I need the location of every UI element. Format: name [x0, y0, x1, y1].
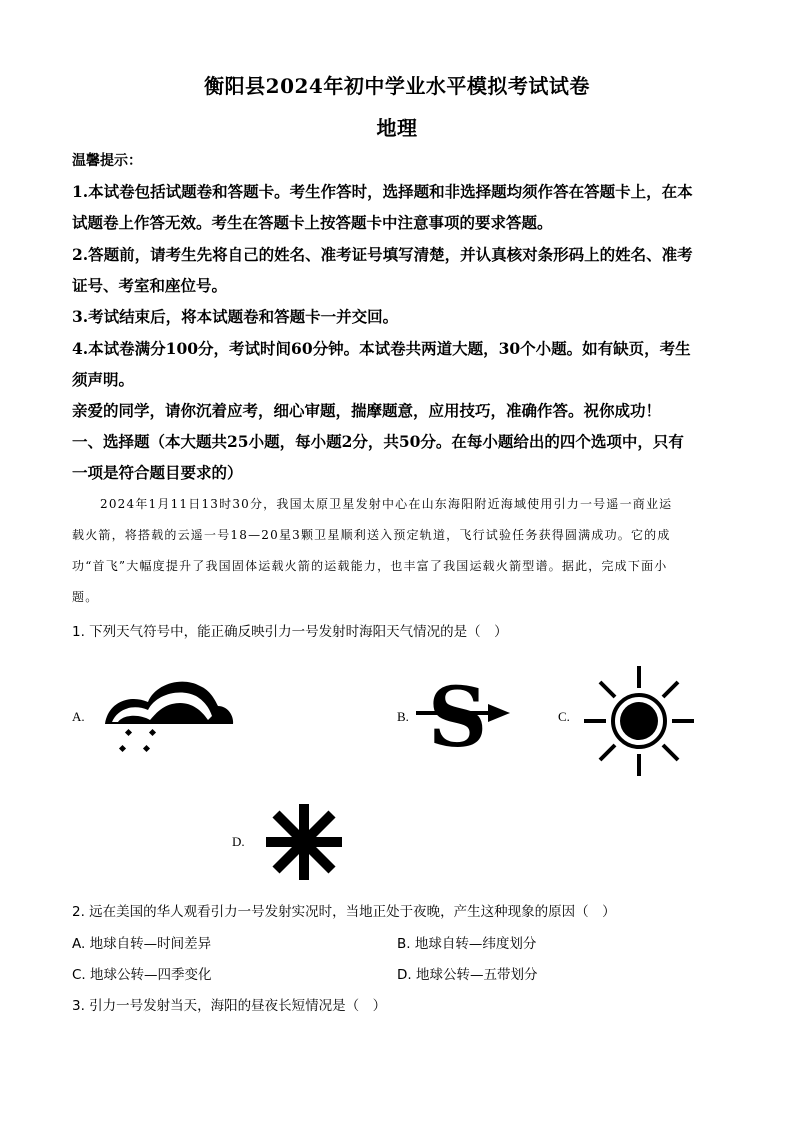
notice-line-6: 4.本试卷满分100分，考试时间60分钟。本试卷共两道大题，30个小题。如有缺页，考生	[72, 339, 691, 358]
q1-option-a-label: A.	[72, 709, 85, 724]
sandstorm-icon	[414, 674, 514, 754]
notice-line-3: 2.答题前，请考生先将自己的姓名、准考证号填写清楚，并认真核对条形码上的姓名、准考	[72, 245, 693, 264]
q3-stem: 3. 引力一号发射当天，海阳的昼夜长短情况是（ ）	[72, 998, 387, 1014]
q2-option-a: A. 地球自转—时间差异	[72, 936, 212, 952]
notice-line-2: 试题卷上作答无效。考生在答题卡上按答题卡中注意事项的要求答题。	[72, 213, 553, 232]
cloud-snow-icon	[100, 672, 240, 762]
passage-line-4: 题。	[72, 590, 99, 604]
q1-option-d-label: D.	[232, 834, 245, 849]
q1-stem: 1. 下列天气符号中，能正确反映引力一号发射时海阳天气情况的是（ ）	[72, 624, 508, 640]
notice-line-7: 须声明。	[72, 370, 135, 389]
q1-option-c-label: C.	[558, 709, 570, 724]
snowflake-icon	[262, 802, 346, 882]
passage-line-2: 载火箭，将搭载的云遥一号18—20星3颗卫星顺利送入预定轨道，飞行试验任务获得圆满成功。它的成	[72, 528, 671, 542]
q1-option-b-label: B.	[397, 709, 409, 724]
notice-line-5: 3.考试结束后，将本试题卷和答题卡一并交回。	[72, 307, 399, 326]
sunny-icon	[582, 664, 696, 778]
notice-heading: 温馨提示：	[72, 153, 142, 169]
q2-option-d: D. 地球公转—五带划分	[397, 967, 538, 983]
notice-line-8: 亲爱的同学，请你沉着应考，细心审题，揣摩题意，应用技巧，准确作答。祝你成功！	[72, 401, 662, 420]
notice-line-1: 1.本试卷包括试题卷和答题卡。考生作答时，选择题和非选择题均须作答在答题卡上，在本	[72, 182, 693, 201]
q2-stem: 2. 远在美国的华人观看引力一号发射实况时，当地正处于夜晚，产生这种现象的原因（ ）	[72, 904, 616, 920]
passage-line-3: 功“首飞”大幅度提升了我国固体运载火箭的运载能力，也丰富了我国运载火箭型谱。据此，完成下面小	[72, 559, 668, 573]
notice-line-4: 证号、考室和座位号。	[72, 276, 228, 295]
exam-title: 衡阳县2024年初中学业水平模拟考试试卷	[204, 74, 590, 98]
subject-title: 地理	[376, 116, 418, 140]
section1-line-2: 一项是符合题目要求的）	[72, 463, 243, 482]
q2-option-c: C. 地球公转—四季变化	[72, 967, 212, 983]
passage-line-1: 2024年1月11日13时30分，我国太原卫星发射中心在山东海阳附近海域使用引力一号遥一商业运	[100, 497, 673, 511]
svg-text:S: S	[428, 674, 488, 754]
q2-option-b: B. 地球自转—纬度划分	[397, 936, 537, 952]
section1-line-1: 一、选择题（本大题共25小题，每小题2分，共50分。在每小题给出的四个选项中，只有	[72, 432, 684, 451]
